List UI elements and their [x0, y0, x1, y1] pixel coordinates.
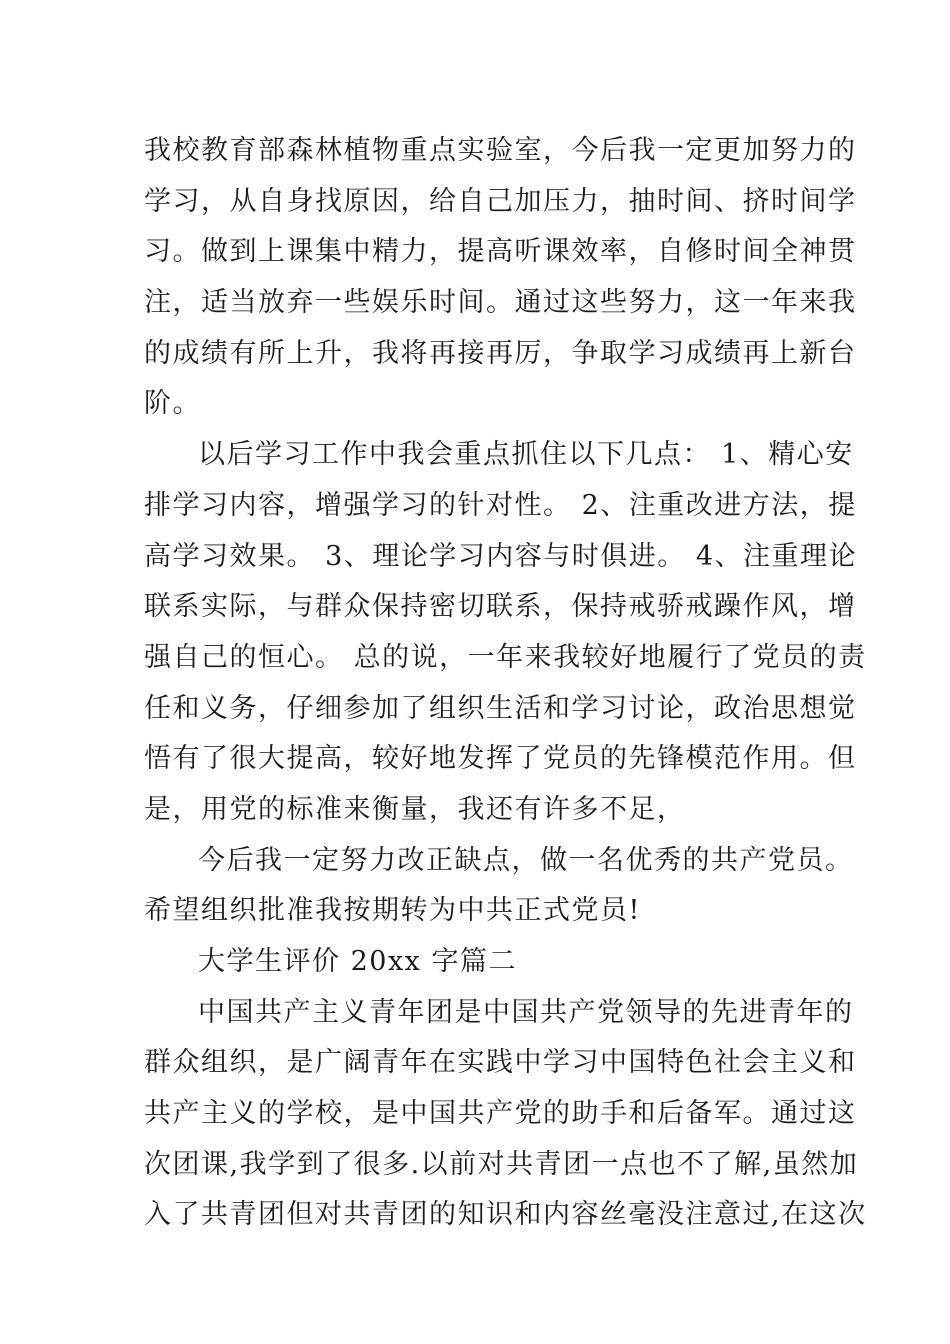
- text-line: 习。做到上课集中精力，提高听课效率，自修时间全神贯: [144, 236, 857, 268]
- paragraph-start-line: 中国共产主义青年团是中国共产党领导的先进青年的: [198, 996, 854, 1028]
- text-line: 注，适当放弃一些娱乐时间。通过这些努力，这一年来我: [144, 287, 857, 319]
- text-line: 任和义务，仔细参加了组织生活和学习讨论，政治思想觉: [144, 692, 857, 724]
- text-line: 次团课,我学到了很多.以前对共青团一点也不了解,虽然加: [144, 1148, 859, 1180]
- text-line: 联系实际，与群众保持密切联系，保持戒骄戒躁作风，增: [144, 591, 857, 623]
- paragraph-start-line: 以后学习工作中我会重点抓住以下几点： 1、精心安: [198, 439, 854, 471]
- text-line: 阶。: [144, 388, 201, 420]
- text-line: 悟有了很大提高，较好地发挥了党员的先锋模范作用。但: [144, 743, 857, 775]
- text-line: 群众组织，是广阔青年在实践中学习中国特色社会主义和: [144, 1047, 857, 1079]
- paragraph-start-line: 今后我一定努力改正缺点，做一名优秀的共产党员。: [198, 844, 854, 876]
- section-heading: 大学生评价 20xx 字篇二: [198, 946, 517, 977]
- text-line: 的成绩有所上升，我将再接再厉，争取学习成绩再上新台: [144, 337, 857, 369]
- text-line: 高学习效果。 3、理论学习内容与时俱进。 4、注重理论: [144, 540, 858, 572]
- text-line: 是，用党的标准来衡量，我还有许多不足，: [144, 793, 686, 825]
- text-line: 学习，从自身找原因，给自己加压力，抽时间、挤时间学: [144, 185, 857, 217]
- text-line: 强自己的恒心。 总的说，一年来我较好地履行了党员的责: [144, 641, 867, 673]
- text-line: 希望组织批准我按期转为中共正式党员!: [144, 895, 641, 927]
- text-line: 入了共青团但对共青团的知识和内容丝毫没注意过,在这次: [144, 1199, 867, 1231]
- text-line: 排学习内容，增强学习的针对性。 2、注重改进方法，提: [144, 489, 857, 521]
- document-body: [144, 126, 867, 1241]
- text-line: 我校教育部森林植物重点实验室，今后我一定更加努力的: [144, 135, 857, 166]
- text-line: 共产主义的学校，是中国共产党的助手和后备军。通过这: [144, 1098, 857, 1130]
